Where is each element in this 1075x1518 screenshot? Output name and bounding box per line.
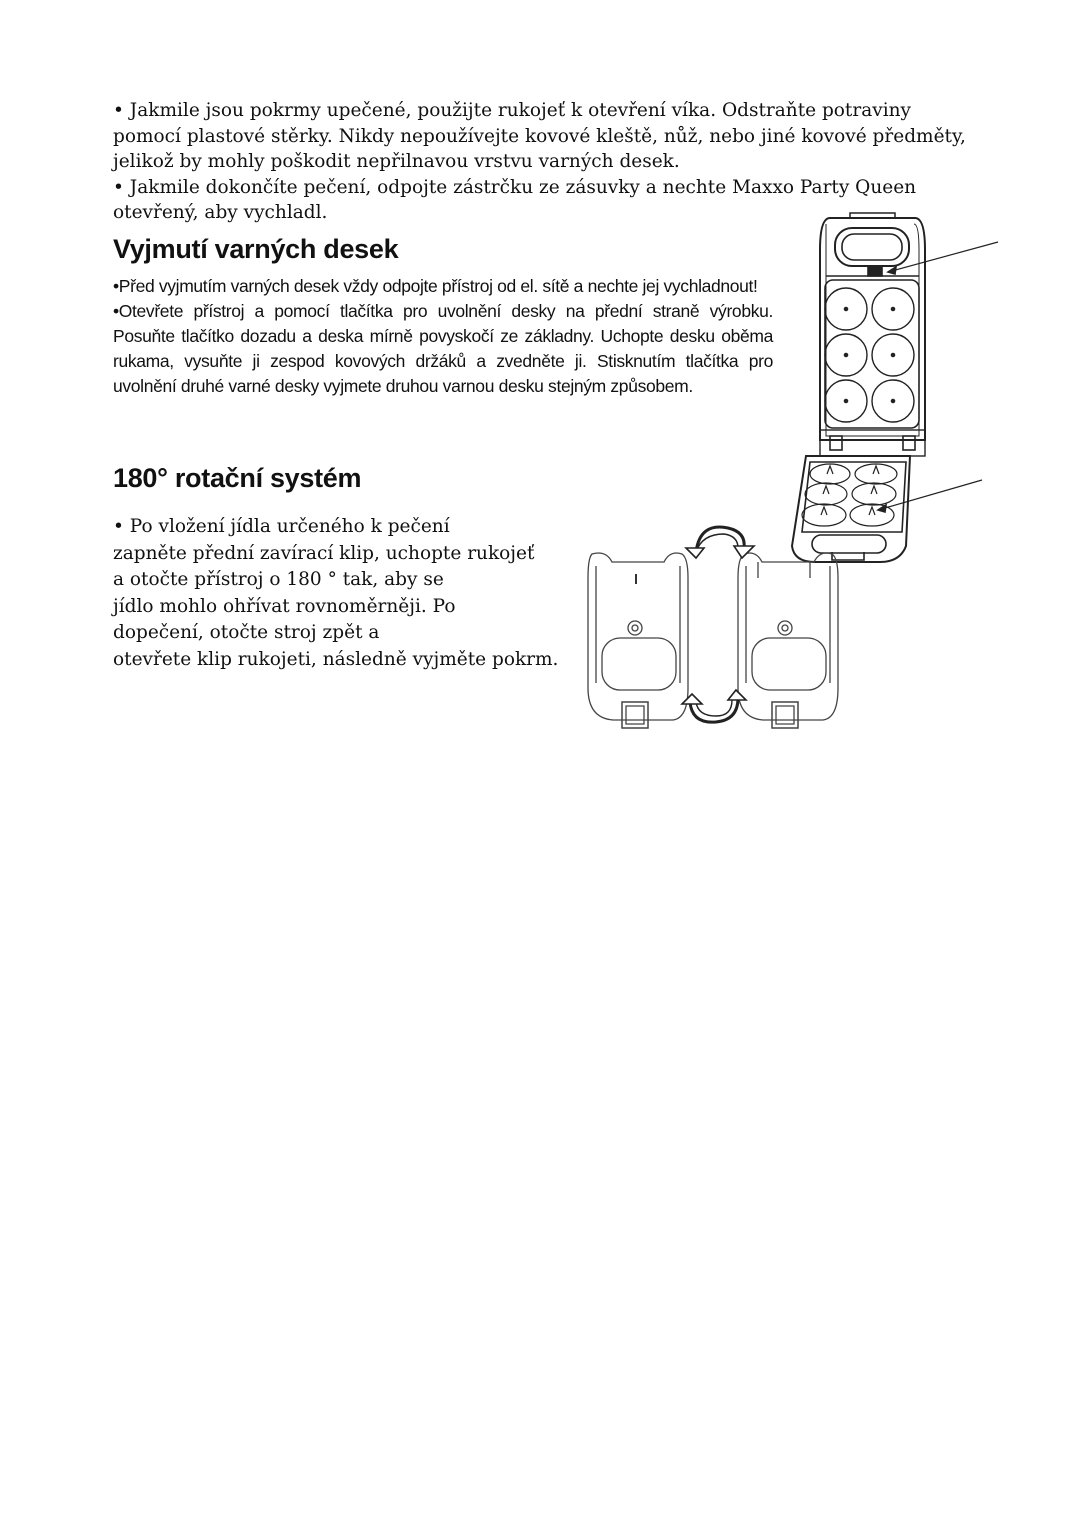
- intro-bullet-2: • Jakmile dokončíte pečení, odpojte zástrčku ze zásuvky a nechte Maxxo Party Queen otevřený, aby vychladl.: [113, 176, 917, 223]
- rotation-line: jídlo mohlo ohřívat rovnoměrněji. Po: [113, 595, 456, 617]
- rotation-line: a otočte přístroj o 180 ° tak, aby se: [113, 569, 444, 590]
- rotation-text: [113, 514, 563, 673]
- open-grill-icon: [780, 210, 1000, 570]
- intro-bullet-1: • Jakmile jsou pokrmy upečené, použijte rukojeť k otevření víka. Odstraňte potraviny pomocí plastové stěrky. Nikdy nepoužívejte kovové kleště, nůž, nebo jiné kovové předměty, jelikož by mohly poškodit nepřilnavou vrstvu varných desek.: [113, 100, 966, 172]
- rotation-line: zapněte přední zavírací klip, uchopte rukojeť: [113, 542, 535, 564]
- rotation-line: dopečení, otočte stroj zpět a: [113, 622, 380, 643]
- rotation-icon: [578, 518, 848, 733]
- remove-bullet-1: •Před vyjmutím varných desek vždy odpojte přístroj od el. sítě a nechte jej vychladnout!: [113, 276, 758, 296]
- heading-remove-plates: Vyjmutí varných desek: [113, 234, 399, 264]
- intro-text: [113, 98, 978, 226]
- rotation-line: otevřete klip rukojeti, následně vyjměte pokrm.: [113, 648, 559, 670]
- remove-bullet-2: •Otevřete přístroj a pomocí tlačítka pro uvolnění desky na přední straně výrobku. Posuňte tlačítko dozadu a deska mírně povyskočí ze základny. Uchopte desku oběma rukama, vysuňte ji zespod kovových držáků a zvedněte ji. Stisknutím tlačítka pro uvolnění druhé varné desky vyjmete druhou varnou desku stejným způsobem.: [113, 301, 773, 396]
- rotation-line: • Po vložení jídla určeného k pečení: [113, 516, 450, 537]
- heading-rotation-system: 180° rotační systém: [113, 463, 362, 493]
- remove-plates-text: [113, 274, 773, 399]
